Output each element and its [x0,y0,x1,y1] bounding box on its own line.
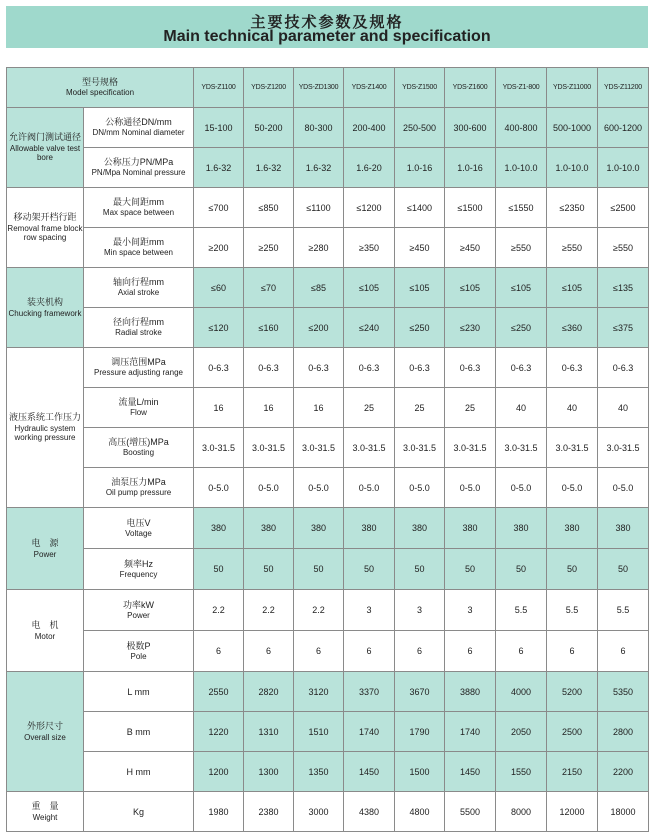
value-cell: 0-6.3 [445,348,496,388]
value-cell: 380 [445,508,496,549]
value-cell: 1740 [344,712,395,752]
value-cell: ≤250 [395,308,445,348]
value-cell: 50-200 [244,108,294,148]
value-cell: 3 [445,590,496,631]
value-cell: 40 [598,388,649,428]
value-cell: 16 [244,388,294,428]
value-cell: ≤240 [344,308,395,348]
parameter-cell [84,752,194,792]
title-english: Main technical parameter and specification [163,28,491,45]
model-header-cell: YDS-Z1100 [194,68,244,108]
value-cell: 1.0-10.0 [496,148,547,188]
value-cell: ≥200 [194,228,244,268]
value-cell: 2.2 [294,590,344,631]
value-cell: 1790 [395,712,445,752]
value-cell: 3.0-31.5 [244,428,294,468]
value-cell: ≥450 [395,228,445,268]
parameter-label-cn: 电压V [126,517,151,528]
parameter-label-en: H mm [126,766,151,777]
value-cell: 50 [395,549,445,590]
table-row [7,672,649,712]
value-cell: 3120 [294,672,344,712]
value-cell: 380 [598,508,649,549]
parameter-label-cn: 调压范围MPa [111,357,166,367]
table-row [7,752,649,792]
model-header-cell: YDS-Z11000 [547,68,598,108]
model-header-cell: YDS-Z1600 [445,68,496,108]
spec-table [6,67,649,832]
category-cell [7,348,84,508]
value-cell: 3000 [294,792,344,832]
table-row [7,549,649,590]
parameter-label-cn: 最小间距mm [113,237,164,247]
value-cell: 1200 [194,752,244,792]
parameter-label-en: Max space between [102,208,175,217]
value-cell: 0-6.3 [598,348,649,388]
value-cell: 2200 [598,752,649,792]
value-cell: 0-6.3 [294,348,344,388]
model-header-cell: YDS-Z1-800 [496,68,547,108]
title-chinese: 主要技术参数及规格 [250,13,404,31]
category-label-en: Allowable valve test bore [9,144,81,162]
value-cell: 2800 [598,712,649,752]
value-cell: 50 [598,549,649,590]
value-cell: 0-5.0 [598,468,649,508]
value-cell: 0-6.3 [194,348,244,388]
parameter-label-en: Pressure adjusting range [94,368,183,377]
value-cell: 1.0-16 [445,148,496,188]
value-cell: 2050 [496,712,547,752]
parameter-label-cn: 油泵压力MPa [111,477,166,487]
parameter-cell [84,549,194,590]
category-label-en: Chucking framework [8,308,82,318]
value-cell: 1550 [496,752,547,792]
value-cell: ≤160 [244,308,294,348]
value-cell: 250-500 [395,108,445,148]
parameter-label-cn: 公称压力PN/MPa [103,157,174,167]
value-cell: 6 [244,631,294,672]
category-label-cn: 重 量 [31,801,59,812]
parameter-label-en: Frequency [119,569,158,579]
value-cell: 16 [294,388,344,428]
parameter-cell [84,388,194,428]
parameter-cell [84,792,194,832]
category-cell [7,508,84,590]
value-cell: 1220 [194,712,244,752]
value-cell: 4800 [395,792,445,832]
value-cell: ≥280 [294,228,344,268]
value-cell: ≤1100 [294,188,344,228]
parameter-cell [84,108,194,148]
value-cell: ≤1200 [344,188,395,228]
parameter-cell [84,188,194,228]
value-cell: 3.0-31.5 [344,428,395,468]
value-cell: 6 [344,631,395,672]
table-row [7,712,649,752]
value-cell: 18000 [598,792,649,832]
category-cell [7,108,84,188]
value-cell: 0-5.0 [496,468,547,508]
value-cell: 16 [194,388,244,428]
value-cell: 400-800 [496,108,547,148]
value-cell: 380 [344,508,395,549]
parameter-cell [84,508,194,549]
value-cell: 380 [244,508,294,549]
value-cell: 0-6.3 [244,348,294,388]
category-label-cn: 外形尺寸 [26,721,63,732]
category-cell [7,792,84,832]
value-cell: ≤360 [547,308,598,348]
category-cell [7,590,84,672]
category-cell [7,672,84,792]
table-row [7,468,649,508]
value-cell: 5500 [445,792,496,832]
value-cell: 25 [344,388,395,428]
parameter-label-en: Flow [130,408,147,417]
value-cell: 1450 [344,752,395,792]
parameter-label-en: PN/Mpa Nominal pressure [91,168,186,177]
value-cell: 200-400 [344,108,395,148]
value-cell: ≤850 [244,188,294,228]
parameter-cell [84,268,194,308]
value-cell: ≤60 [194,268,244,308]
parameter-cell [84,428,194,468]
value-cell: 380 [496,508,547,549]
category-cell [7,188,84,268]
value-cell: 6 [395,631,445,672]
value-cell: 50 [244,549,294,590]
value-cell: ≤1500 [445,188,496,228]
parameter-cell [84,712,194,752]
value-cell: ≤230 [445,308,496,348]
value-cell: 25 [395,388,445,428]
category-label-en: Motor [34,631,56,641]
value-cell: ≥550 [547,228,598,268]
value-cell: 3880 [445,672,496,712]
value-cell: 50 [496,549,547,590]
parameter-label-en: Boosting [122,448,155,457]
value-cell: 80-300 [294,108,344,148]
value-cell: ≤105 [547,268,598,308]
value-cell: 6 [294,631,344,672]
parameter-label-en: Pole [130,651,147,661]
parameter-label-cn: 最大间距mm [113,197,164,207]
value-cell: ≤105 [496,268,547,308]
value-cell: ≤250 [496,308,547,348]
value-cell: 2500 [547,712,598,752]
parameter-label-cn: 径向行程mm [113,317,164,327]
parameter-label-en: B mm [126,726,151,737]
category-label-cn: 移动架开档行距 [13,213,77,223]
parameter-label-en: Min space between [104,248,173,257]
value-cell: 50 [344,549,395,590]
value-cell: 6 [496,631,547,672]
parameter-label-cn: 功率kW [123,599,154,610]
value-cell: 2150 [547,752,598,792]
parameter-cell [84,228,194,268]
value-cell: 3 [344,590,395,631]
value-cell: 380 [294,508,344,549]
value-cell: 2.2 [244,590,294,631]
value-cell: 0-5.0 [547,468,598,508]
value-cell: 3670 [395,672,445,712]
category-cell [7,268,84,348]
value-cell: 0-5.0 [445,468,496,508]
value-cell: ≤105 [395,268,445,308]
model-spec-header-en: Model specification [65,88,135,97]
category-label-cn: 装夹机构 [26,297,63,308]
value-cell: 50 [445,549,496,590]
value-cell: 2380 [244,792,294,832]
parameter-cell [84,348,194,388]
parameter-cell [84,308,194,348]
value-cell: 6 [445,631,496,672]
value-cell: 0-6.3 [395,348,445,388]
category-label-cn: 允许阀门测试通径 [8,133,81,143]
table-row [7,228,649,268]
value-cell: 380 [395,508,445,549]
value-cell: 1510 [294,712,344,752]
table-row [7,268,649,308]
model-header-cell: YDS-Z1400 [344,68,395,108]
value-cell: 1310 [244,712,294,752]
value-cell: ≤120 [194,308,244,348]
value-cell: ≥350 [344,228,395,268]
value-cell: 5200 [547,672,598,712]
header-row [7,68,649,108]
value-cell: 600-1200 [598,108,649,148]
model-spec-header [7,68,194,108]
value-cell: 5.5 [598,590,649,631]
value-cell: ≤105 [445,268,496,308]
value-cell: ≥250 [244,228,294,268]
table-row [7,148,649,188]
value-cell: 1450 [445,752,496,792]
value-cell: 15-100 [194,108,244,148]
value-cell: 0-5.0 [395,468,445,508]
value-cell: 0-6.3 [344,348,395,388]
category-label-cn: 电 源 [31,538,59,549]
value-cell: ≤70 [244,268,294,308]
parameter-label-en: DN/mm Nominal diameter [92,128,185,137]
value-cell: 6 [194,631,244,672]
title-band [6,6,648,48]
value-cell: 500-1000 [547,108,598,148]
value-cell: ≤85 [294,268,344,308]
value-cell: 3.0-31.5 [496,428,547,468]
model-header-cell: YDS-Z1500 [395,68,445,108]
category-label-en: Hydraulic system working pressure [14,424,76,442]
value-cell: ≤200 [294,308,344,348]
parameter-label-en: L mm [127,686,150,697]
table-row [7,631,649,672]
value-cell: ≤135 [598,268,649,308]
value-cell: 1.0-10.0 [598,148,649,188]
value-cell: ≥550 [496,228,547,268]
value-cell: 40 [547,388,598,428]
value-cell: 0-6.3 [496,348,547,388]
parameter-label-en: Power [127,610,150,620]
category-label-en: Weight [32,812,58,822]
value-cell: 1.6-20 [344,148,395,188]
category-label-en: Overall size [24,732,66,742]
parameter-label-cn: 极数P [126,640,151,651]
table-row [7,348,649,388]
value-cell: 380 [194,508,244,549]
value-cell: 3.0-31.5 [294,428,344,468]
value-cell: ≥450 [445,228,496,268]
value-cell: 2.2 [194,590,244,631]
value-cell: 50 [547,549,598,590]
value-cell: 1.0-16 [395,148,445,188]
value-cell: ≤2500 [598,188,649,228]
value-cell: 5.5 [547,590,598,631]
parameter-label-cn: 公称通径DN/mm [105,117,172,127]
value-cell: ≤700 [194,188,244,228]
value-cell: 1350 [294,752,344,792]
category-label-cn: 液压系统工作压力 [8,413,81,423]
table-row [7,792,649,832]
value-cell: 0-5.0 [344,468,395,508]
table-row [7,388,649,428]
value-cell: ≤375 [598,308,649,348]
value-cell: 2550 [194,672,244,712]
value-cell: 3.0-31.5 [194,428,244,468]
value-cell: 380 [547,508,598,549]
parameter-label-cn: 流量L/min [118,397,159,407]
parameter-label-en: Kg [133,806,145,817]
parameter-cell [84,672,194,712]
parameter-cell [84,590,194,631]
value-cell: 0-5.0 [244,468,294,508]
value-cell: ≤105 [344,268,395,308]
value-cell: 25 [445,388,496,428]
model-spec-header-cn: 型号规格 [82,77,119,87]
value-cell: 1500 [395,752,445,792]
value-cell: 6 [598,631,649,672]
value-cell: 40 [496,388,547,428]
parameter-label-en: Voltage [125,528,152,538]
value-cell: 5.5 [496,590,547,631]
value-cell: 0-6.3 [547,348,598,388]
table-row [7,428,649,468]
value-cell: 0-5.0 [294,468,344,508]
value-cell: ≤1400 [395,188,445,228]
value-cell: 6 [547,631,598,672]
value-cell: 5350 [598,672,649,712]
value-cell: 1.6-32 [244,148,294,188]
value-cell: 3.0-31.5 [445,428,496,468]
table-row [7,590,649,631]
table-row [7,508,649,549]
table-row [7,188,649,228]
table-row [7,108,649,148]
parameter-label-en: Axial stroke [117,288,160,297]
value-cell: 1300 [244,752,294,792]
parameter-label-cn: 频率Hz [124,558,153,569]
parameter-label-cn: 轴向行程mm [113,277,164,287]
value-cell: 50 [294,549,344,590]
value-cell: 8000 [496,792,547,832]
category-label-cn: 电 机 [31,620,59,631]
category-label-en: Power [33,549,57,559]
value-cell: 0-5.0 [194,468,244,508]
model-header-cell: YDS-Z11200 [598,68,649,108]
value-cell: ≤2350 [547,188,598,228]
parameter-label-en: Oil pump pressure [105,488,172,497]
parameter-label-cn: 高压(增压)MPa [108,437,169,447]
category-label-en: Removal frame block row spacing [7,224,83,242]
parameter-cell [84,468,194,508]
value-cell: 12000 [547,792,598,832]
value-cell: 2820 [244,672,294,712]
parameter-label-en: Radial stroke [115,328,162,337]
value-cell: 300-600 [445,108,496,148]
value-cell: 4000 [496,672,547,712]
value-cell: 1980 [194,792,244,832]
parameter-cell [84,148,194,188]
value-cell: ≤1550 [496,188,547,228]
value-cell: 3.0-31.5 [598,428,649,468]
value-cell: 4380 [344,792,395,832]
value-cell: 3.0-31.5 [547,428,598,468]
value-cell: 1.6-32 [194,148,244,188]
value-cell: 1.6-32 [294,148,344,188]
model-header-cell: YDS-ZD1300 [294,68,344,108]
value-cell: 1740 [445,712,496,752]
value-cell: ≥550 [598,228,649,268]
model-header-cell: YDS-Z1200 [244,68,294,108]
parameter-cell [84,631,194,672]
value-cell: 3370 [344,672,395,712]
value-cell: 3 [395,590,445,631]
value-cell: 50 [194,549,244,590]
table-row [7,308,649,348]
value-cell: 1.0-10.0 [547,148,598,188]
value-cell: 3.0-31.5 [395,428,445,468]
